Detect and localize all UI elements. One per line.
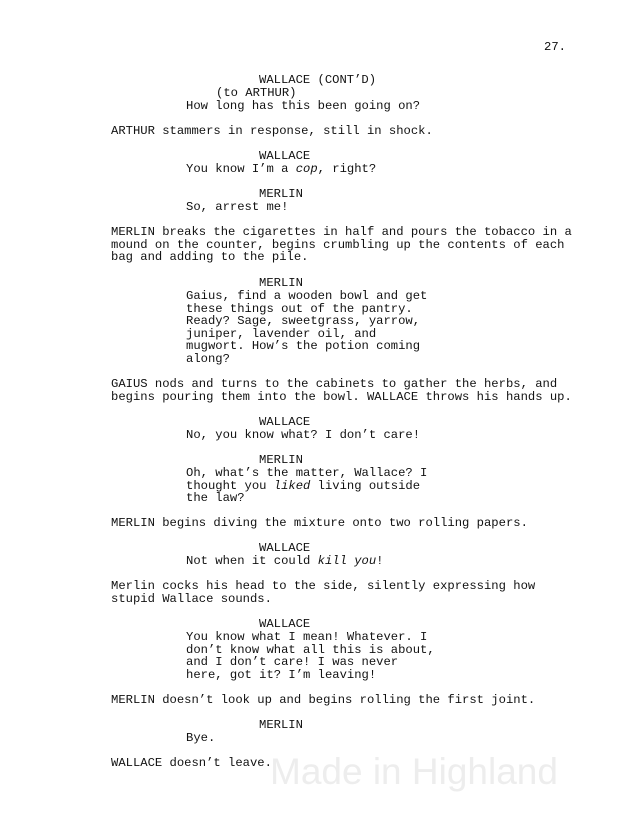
- dialogue-line: [186, 163, 376, 176]
- action-line: begins pouring them into the bowl. WALLACE throws his hands up.: [111, 389, 572, 404]
- action: [111, 378, 572, 403]
- dialogue-text: Not when it could: [186, 554, 318, 568]
- action: [111, 125, 433, 138]
- dialogue: [186, 163, 376, 176]
- action-line: mound on the counter, begins crumbling up the contents of each: [111, 237, 565, 252]
- dialogue-line: So, arrest me!: [186, 200, 289, 214]
- dialogue-emphasis: cop: [295, 162, 318, 176]
- dialogue-line: mugwort. How’s the potion coming: [186, 339, 421, 354]
- character-cue: MERLIN: [259, 276, 303, 290]
- dialogue: [186, 201, 288, 214]
- action: [111, 694, 535, 707]
- character-cue: MERLIN: [259, 187, 303, 201]
- dialogue-line: Oh, what’s the matter, Wallace? I: [186, 466, 428, 480]
- dialogue: [186, 429, 420, 442]
- action: [111, 580, 535, 605]
- dialogue-line: along?: [186, 351, 230, 366]
- parenthetical: (to ARTHUR): [216, 86, 297, 100]
- action-line: MERLIN begins diving the mixture onto two rolling papers.: [111, 516, 528, 530]
- dialogue: [186, 467, 427, 505]
- dialogue-line: Gaius, find a wooden bowl and get: [186, 289, 428, 303]
- dialogue-line: and I don’t care! I was never: [186, 655, 399, 670]
- character-cue: MERLIN: [259, 453, 303, 467]
- character-cue: WALLACE: [259, 617, 311, 631]
- dialogue: [186, 290, 427, 366]
- character-cue: WALLACE: [259, 541, 311, 555]
- dialogue-text: thought you: [186, 478, 274, 493]
- dialogue-text: living outside: [310, 478, 421, 493]
- dialogue-line: the law?: [186, 491, 245, 506]
- action: [111, 517, 528, 530]
- action-line: GAIUS nods and turns to the cabinets to gather the herbs, and: [111, 377, 558, 391]
- dialogue-line: How long has this been going on?: [186, 99, 421, 113]
- dialogue-line: You know what I mean! Whatever. I: [186, 630, 428, 644]
- action-line: ARTHUR stammers in response, still in shock.: [111, 124, 433, 138]
- action-line: Merlin cocks his head to the side, silently expressing how: [111, 579, 536, 593]
- character-cue: WALLACE: [259, 415, 311, 429]
- page-number: 27.: [544, 40, 566, 54]
- action-line: MERLIN doesn’t look up and begins rolling the first joint.: [111, 693, 536, 707]
- dialogue-emphasis: liked: [273, 478, 311, 493]
- dialogue: [186, 732, 215, 745]
- action: [111, 226, 572, 264]
- action-line: WALLACE doesn’t leave.: [111, 756, 272, 770]
- dialogue-line: Bye.: [186, 731, 216, 745]
- action-line: stupid Wallace sounds.: [111, 591, 272, 606]
- dialogue: [186, 100, 420, 113]
- action-line: bag and adding to the pile.: [111, 250, 309, 265]
- dialogue: [186, 631, 435, 681]
- action-line: MERLIN breaks the cigarettes in half and pours the tobacco in a: [111, 225, 572, 239]
- dialogue: [186, 555, 384, 568]
- dialogue-line: [186, 555, 384, 568]
- character-cue: MERLIN: [259, 718, 303, 732]
- dialogue-line: No, you know what? I don’t care!: [186, 428, 421, 442]
- dialogue-text: , right?: [317, 162, 377, 176]
- character-cue: WALLACE (CONT’D): [259, 73, 377, 87]
- dialogue-line: here, got it? I’m leaving!: [186, 667, 377, 682]
- dialogue-line: juniper, lavender oil, and: [186, 326, 377, 341]
- watermark: Made in Highland: [270, 751, 558, 792]
- dialogue-text: !: [376, 554, 384, 568]
- dialogue-line: don’t know what all this is about,: [186, 642, 435, 657]
- character-cue: WALLACE: [259, 149, 311, 163]
- action: [111, 757, 272, 770]
- dialogue-line: Ready? Sage, sweetgrass, yarrow,: [186, 314, 421, 329]
- dialogue-line: these things out of the pantry.: [186, 301, 413, 316]
- dialogue-text: You know I’m a: [186, 162, 296, 176]
- dialogue-emphasis: kill you: [317, 554, 377, 568]
